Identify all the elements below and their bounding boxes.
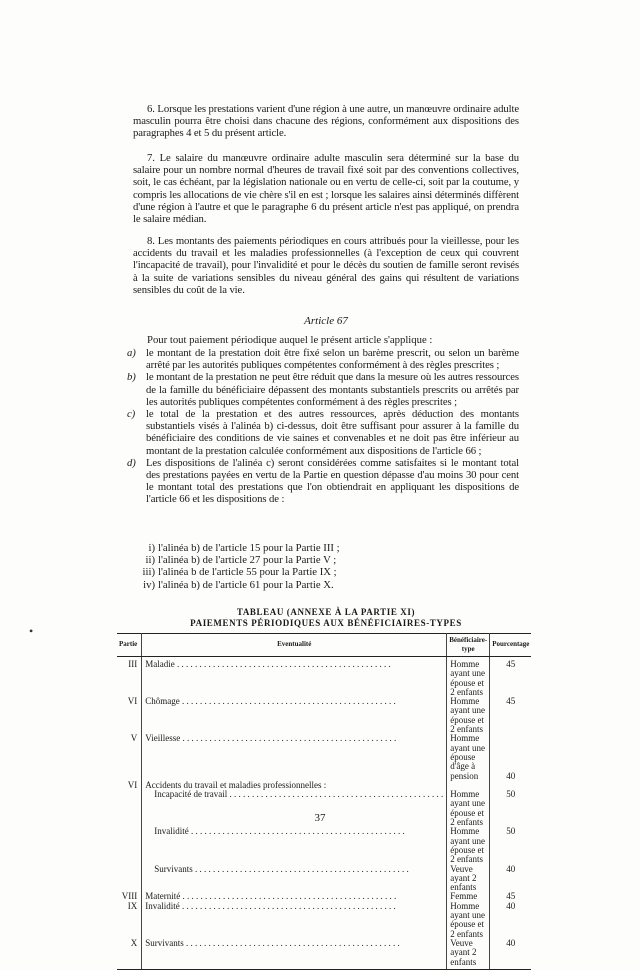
cell-pourcentage: 50 <box>506 826 516 837</box>
sub-items <box>140 542 340 591</box>
cell-pourcentage: 40 <box>506 770 516 781</box>
page-number: 37 <box>314 812 326 824</box>
cell-beneficiaire: Femme <box>447 892 490 901</box>
article-intro: Pour tout paiement périodique auquel le présent article s'applique : <box>147 334 433 346</box>
sub-item-number: i) <box>148 542 155 554</box>
table-row <box>117 697 531 734</box>
cell-eventualite: Accidents du travail et maladies professionnelles : <box>142 781 447 790</box>
cell-partie: III <box>117 657 142 698</box>
list-item <box>127 456 519 506</box>
paragraph-6: 6. Lorsque les prestations varient d'une région à une autre, un manœuvre ordinaire adulte masculin pourra être choisi dans chacune des régions, conformément aux dispositions des paragraphes 4 et 5 du présent article. <box>133 103 519 140</box>
table-row <box>117 939 531 969</box>
header-eventualite: Eventualité <box>142 634 447 657</box>
cell-eventualite: Invalidité . . . <box>145 902 443 911</box>
list-item <box>127 408 519 457</box>
article-items <box>127 347 519 506</box>
cell-partie: V <box>117 734 142 780</box>
sub-item-number: ii) <box>145 554 155 567</box>
item-label: c) <box>127 408 136 421</box>
cell-beneficiaire: Veuve ayant 2 enfants <box>447 865 490 893</box>
sub-item-text: l'alinéa b) de l'article 15 pour la Partie III ; <box>158 542 340 554</box>
margin-mark: • <box>29 624 34 638</box>
article-heading: Article 67 <box>304 315 348 327</box>
cell-eventualite: Maladie . . . <box>145 660 443 669</box>
table-row <box>117 734 531 780</box>
cell-pourcentage: 50 <box>506 789 516 800</box>
cell-beneficiaire: Homme ayant une épouse et 2 enfants <box>447 790 490 827</box>
sub-item-number: iv) <box>143 578 155 591</box>
cell-beneficiaire: Homme ayant une épouse et 2 enfants <box>447 657 490 698</box>
sub-item <box>140 554 340 566</box>
cell-eventualite: Vieillesse . . . <box>145 734 443 743</box>
item-text: le montant de la prestation doit être fixé selon un barème prescrit, ou selon un barème arrêté par les autorités publiques compétentes conformément à des règles prescrites ; <box>146 347 519 372</box>
sub-item-text: l'alinéa b) de l'article 61 pour la Partie X. <box>158 578 334 591</box>
cell-pourcentage: 45 <box>506 659 516 669</box>
cell-pourcentage: 45 <box>506 696 516 707</box>
cell-pourcentage: 45 <box>506 891 516 902</box>
list-item <box>127 347 519 372</box>
table-row <box>117 902 531 939</box>
paragraph-7: 7. Le salaire du manœuvre ordinaire adulte masculin sera déterminé sur la base du salaire pour un nombre normal d'heures de travail fixé soit par des conventions collectives, soit, le cas échéant, par la législation nationale ou en vertu de celle-ci, soit par la coutume, y compris les allocations de vie chère s'il en est ; lorsque les salaires ainsi déterminés diffèrent d'une région à l'autre et que le paragraphe 6 du présent article n'est pas appliqué, on prendra le salaire médian. <box>133 152 519 226</box>
cell-eventualite: Chômage . . . <box>145 697 443 706</box>
cell-partie: VIII <box>117 892 142 901</box>
item-text: Les dispositions de l'alinéa c) seront considérées comme satisfaites si le montant total des prestations payées en vertu de la Partie en question dépasse d'au moins 30 pour cent le montant total des prestations que l'on obtiendrait en appliquant les dispositions de l'article 66 et les dispositions de : <box>146 456 519 506</box>
cell-eventualite: Maternité . . . <box>145 892 443 901</box>
header-partie: Partie <box>117 634 142 657</box>
sub-item-text: l'alinéa b de l'article 55 pour la Partie IX ; <box>158 566 337 579</box>
sub-item-number: iii) <box>142 566 155 579</box>
cell-eventualite: Survivants . . . <box>154 865 443 874</box>
cell-beneficiaire: Veuve ayant 2 enfants <box>447 939 490 969</box>
paragraph-8: 8. Les montants des paiements périodiques en cours attribués pour la vieillesse, pour les accidents du travail et les maladies professionnelles (à l'exception de ceux qui couvrent l'incapacité de travail), pour l'invalidité et pour le décès du soutien de famille seront revisés à la suite de variations sensibles du niveau général des gains qui résultent de variations sensibles du coût de la vie. <box>133 235 519 296</box>
header-beneficiaire: Bénéficiaire-type <box>447 634 490 657</box>
cell-beneficiaire: Homme ayant une épouse et 2 enfants <box>447 827 490 864</box>
cell-eventualite: Survivants . . . <box>145 939 443 948</box>
sub-item <box>140 579 340 591</box>
benefits-table <box>117 633 531 970</box>
table-row <box>117 865 531 893</box>
cell-eventualite: Invalidité . . . <box>154 827 443 836</box>
cell-partie <box>117 827 142 864</box>
cell-partie: VI <box>117 781 142 790</box>
cell-beneficiaire: Homme ayant une épouse et 2 enfants <box>447 697 490 734</box>
table-title <box>133 607 519 629</box>
cell-pourcentage: 40 <box>506 863 516 874</box>
item-label: d) <box>127 456 136 469</box>
sub-item <box>140 566 340 578</box>
list-item <box>127 371 519 408</box>
cell-partie: X <box>117 939 142 969</box>
cell-beneficiaire: Homme ayant une épouse et 2 enfants <box>447 902 490 939</box>
cell-pourcentage: 40 <box>506 900 516 911</box>
cell-partie <box>117 865 142 893</box>
item-text: le montant de la prestation ne peut être réduit que dans la mesure où les autres ressources de la famille du bénéficiaire dépassent des montants substantiels prescrits ou arrêtés par les autorités publiques compétentes conformément à des règles prescrites ; <box>146 371 519 408</box>
cell-pourcentage: 40 <box>490 939 532 969</box>
cell-beneficiaire: Homme ayant une épouse d'âge à pension <box>447 734 490 780</box>
item-label: b) <box>127 371 136 384</box>
sub-item <box>140 542 340 554</box>
table-row <box>117 827 531 864</box>
cell-partie: IX <box>117 902 142 939</box>
sub-item-text: l'alinéa b) de l'article 27 pour la Partie V ; <box>158 554 337 567</box>
table-title-line-1: TABLEAU (ANNEXE À LA PARTIE XI) <box>236 607 416 617</box>
table-row <box>117 657 531 698</box>
cell-partie: VI <box>117 697 142 734</box>
table-header-row <box>117 634 531 657</box>
table-title-line-2: PAIEMENTS PÉRIODIQUES AUX BÉNÉFICIAIRES-TYPES <box>190 618 462 628</box>
item-label: a) <box>127 347 136 359</box>
item-text: le total de la prestation et des autres ressources, après déduction des montants substantiels visés à l'alinéa b) ci-dessus, doit être suffisant pour assurer à la famille du bénéficiaire des conditions de vie saines et convenables et ne doit pas être inférieur au montant de la prestation calculée conformément aux dispositions de l'article 66 ; <box>146 408 519 457</box>
header-pourcentage: Pourcentage <box>490 634 532 657</box>
cell-eventualite: Incapacité de travail . . . <box>154 790 443 799</box>
